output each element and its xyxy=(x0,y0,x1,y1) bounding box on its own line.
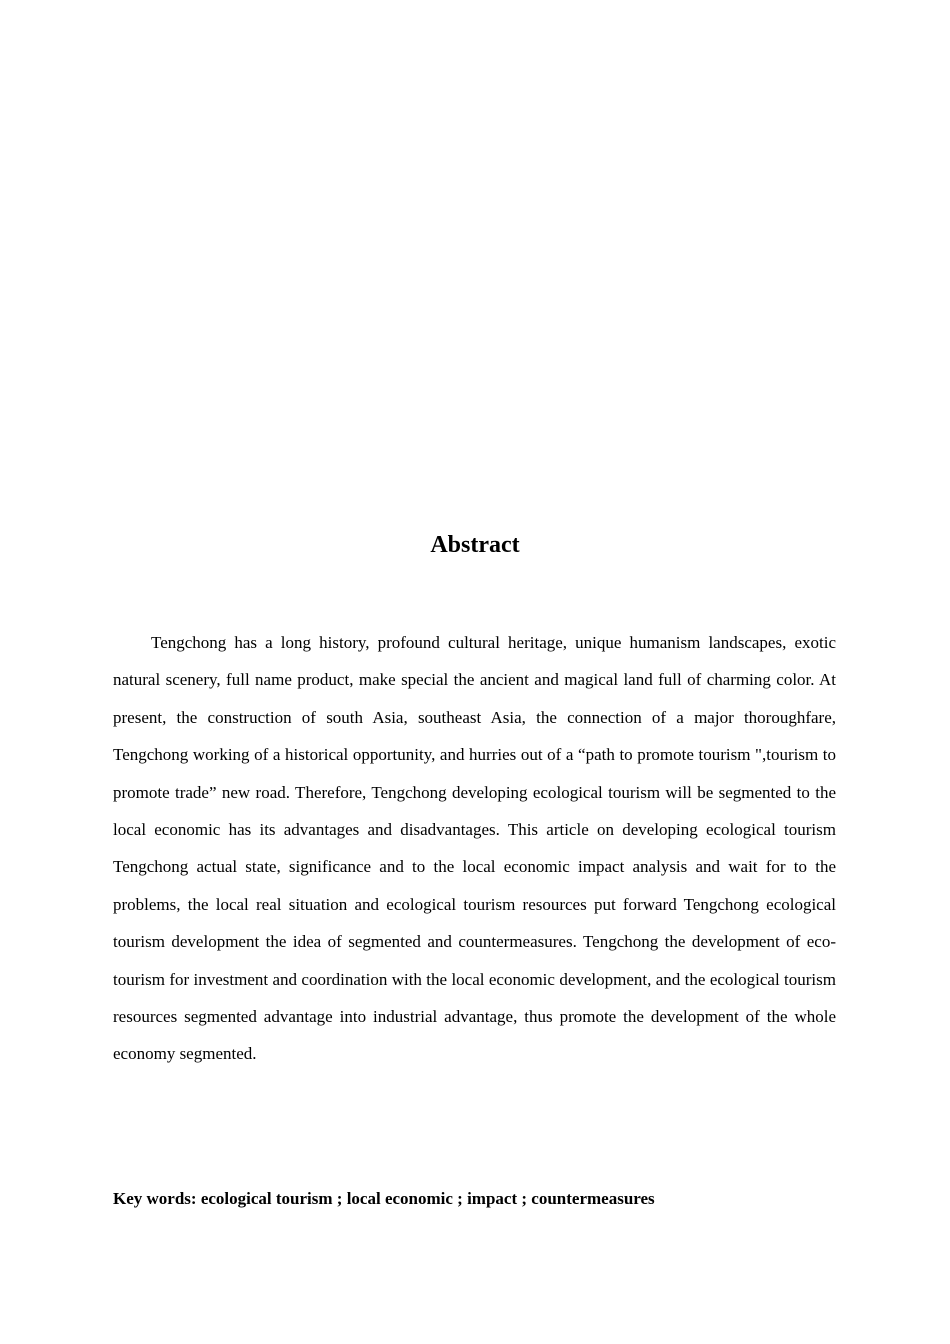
keywords-line: Key words: ecological tourism ; local economic ; impact ; countermeasures xyxy=(113,1189,655,1208)
abstract-paragraph: Tengchong has a long history, profound cultural heritage, unique humanism landscapes, exotic natural scenery, full name product, make special the ancient and magical land full of charming color. At present, the construction of south Asia, southeast Asia, the connection of a major thoroughfare, Tengchong working of a historical opportunity, and hurries out of a “path to promote tourism ",tourism to promote trade” new road. Therefore, Tengchong developing ecological tourism will be segmented to the local economic has its advantages and disadvantages. This article on developing ecological tourism Tengchong actual state, significance and to the local economic impact analysis and wait for to the problems, the local real situation and ecological tourism resources put forward Tengchong ecological tourism development the idea of segmented and countermeasures. Tengchong the development of eco-tourism for investment and coordination with the local economic development, and the ecological tourism resources segmented advantage into industrial advantage, thus promote the development of the whole economy segmented. xyxy=(113,633,836,1064)
abstract-title: Abstract xyxy=(430,532,520,558)
